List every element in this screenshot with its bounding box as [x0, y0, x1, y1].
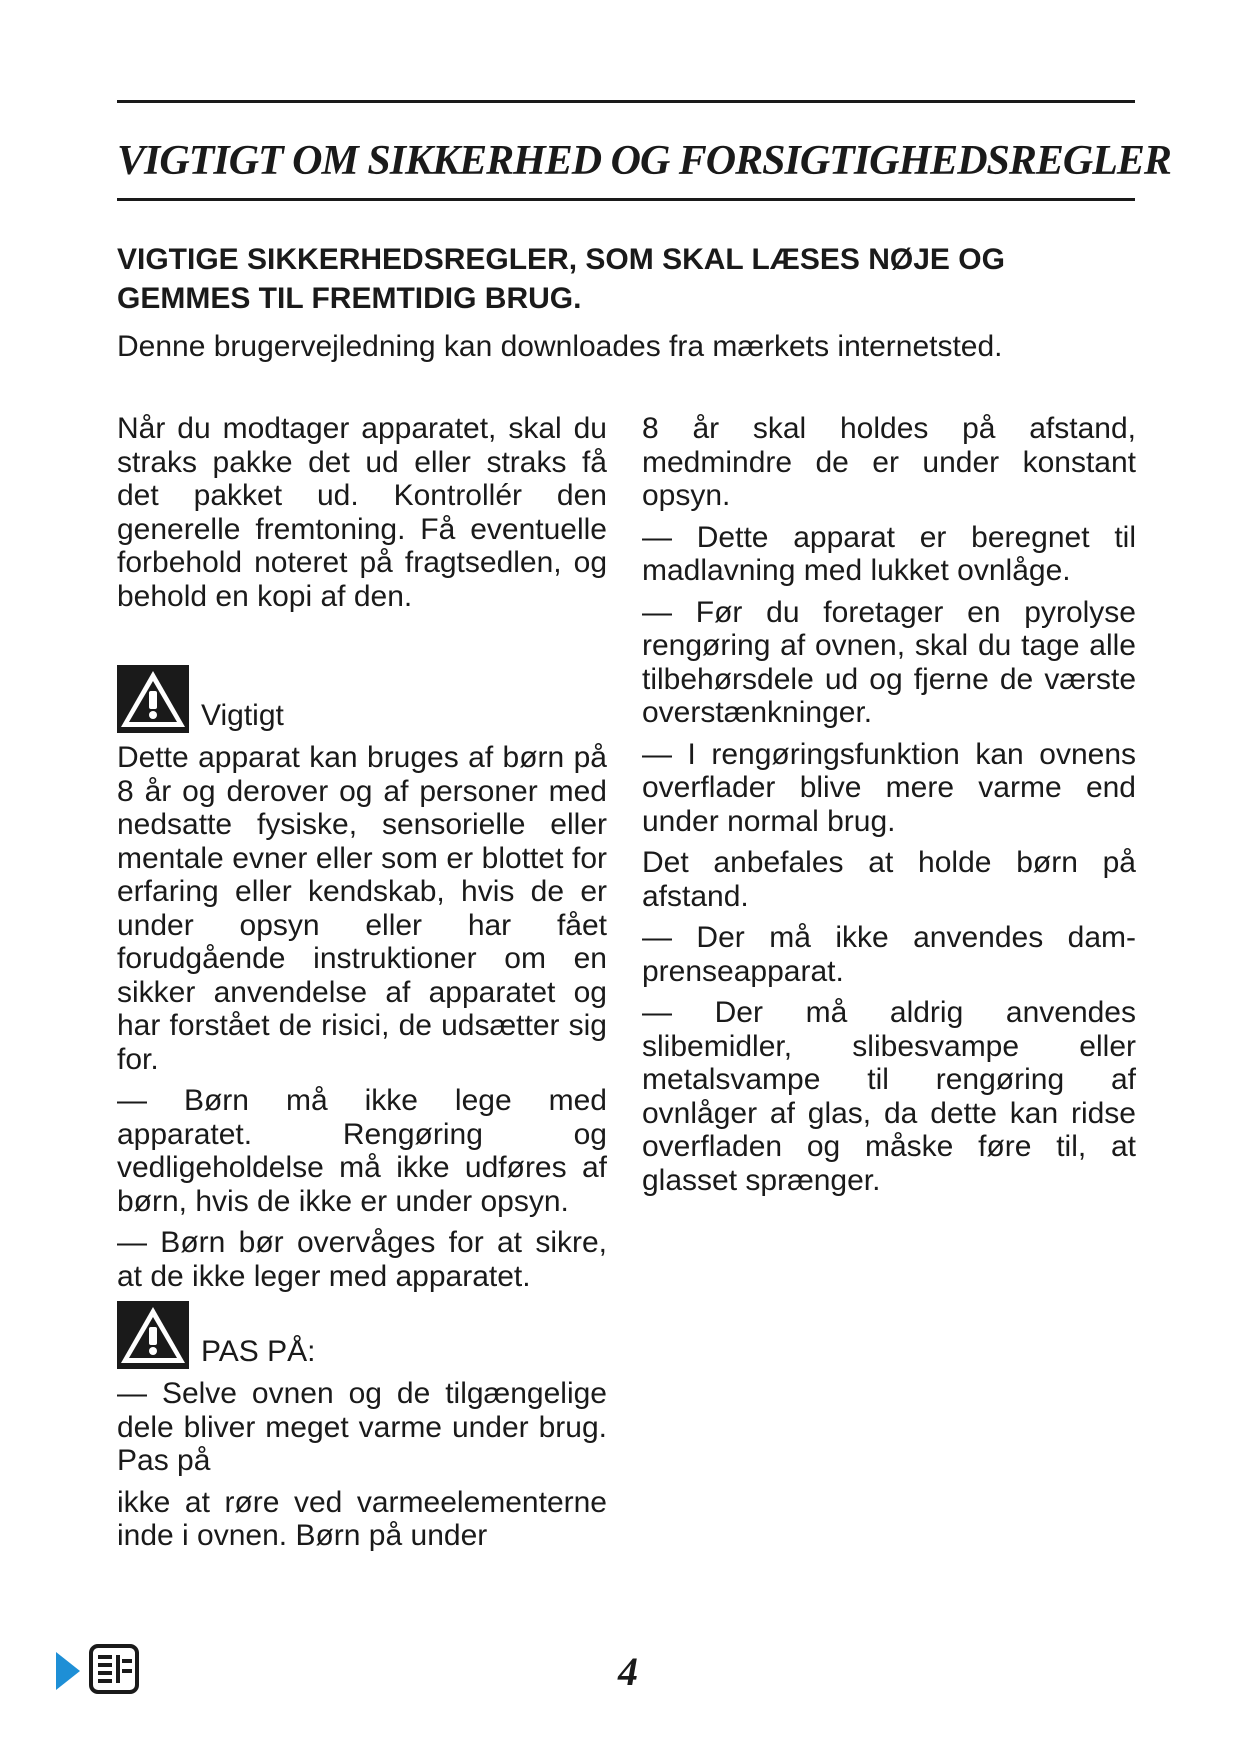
top-rule: [117, 100, 1135, 103]
paragraph-children-persons: Dette apparat kan bruges af børn på 8 år og derover og af personer med nedsatte fysiske, sensorielle eller mentale evner eller som er blottet for erfaring eller kendskab, hvis de er under opsyn eller har fået forudgående instruktioner om en sikker anvendelse af apparatet og har forstået de risici, de udsætter sig for.: [117, 741, 607, 1076]
right-column: [642, 412, 1136, 1205]
warning-label-caution: PAS PÅ:: [201, 1335, 316, 1368]
paragraph-keep-distance: 8 år skal holdes på afstand, medmindre de er under konstant opsyn.: [642, 412, 1136, 512]
paragraph-steam-cleaner: — Der må ikke anvendes dam-prenseapparat.: [642, 921, 1136, 988]
paragraph-hot-parts: — Selve ovnen og de tilgængelige dele bliver meget varme under brug. Pas på: [117, 1377, 607, 1477]
warning-triangle-icon: [117, 665, 189, 733]
paragraph-children-supervise: — Børn bør overvåges for at sikre, at de ikke leger med apparatet.: [117, 1226, 607, 1293]
paragraph-abrasives: — Der må aldrig anvendes slibemidler, slibesvampe eller metalsvampe til rengøring af ovnlåger af glas, da dette kan ridse overfladen og måske føre til, at glasset sprænger.: [642, 996, 1136, 1197]
paragraph-closed-door: — Dette apparat er beregnet til madlavning med lukket ovnlåge.: [642, 520, 1136, 587]
paragraph-unpacking: Når du modtager apparatet, skal du straks pakke det ud eller straks få det pakket ud. Kontrollér den generelle fremtoning. Få eventuelle forbehold noteret på fragtsedlen, og behold en kopi af den.: [117, 412, 607, 613]
title-rule: [117, 198, 1135, 201]
paragraph-cleaning-heat: — I rengøringsfunktion kan ovnens overflader blive mere varme end under normal brug.: [642, 737, 1136, 838]
intro-text: Denne brugervejledning kan downloades fra mærkets internetsted.: [117, 330, 1003, 363]
page-number: 4: [618, 1649, 638, 1694]
warning-triangle-icon: [117, 1301, 189, 1369]
page-title: VIGTIGT OM SIKKERHED OG FORSIGTIGHEDSREGLER: [117, 138, 1171, 184]
warning-important: [117, 665, 607, 733]
paragraph-pyrolysis: — Før du foretager en pyrolyse rengøring af ovnen, skal du tage alle tilbehørsdele ud og fjerne de værste overstænkninger.: [642, 595, 1136, 729]
left-column: [117, 412, 607, 1561]
next-page-arrow-icon[interactable]: [56, 1652, 80, 1690]
paragraph-children-distance: Det anbefales at holde børn på afstand.: [642, 846, 1136, 913]
warning-caution: [117, 1301, 607, 1369]
warning-label-important: Vigtigt: [201, 699, 284, 732]
safety-subheading: VIGTIGE SIKKERHEDSREGLER, SOM SKAL LÆSES NØJE OG GEMMES TIL FREMTIDIG BRUG.: [117, 243, 1005, 315]
paragraph-heating-elements: ikke at røre ved varmeelementerne inde i ovnen. Børn på under: [117, 1485, 607, 1552]
paragraph-children-play: — Børn må ikke lege med apparatet. Rengøring og vedligeholdelse må ikke udføres af børn, hvis de ikke er under opsyn.: [117, 1084, 607, 1218]
table-of-contents-icon[interactable]: [88, 1643, 140, 1695]
